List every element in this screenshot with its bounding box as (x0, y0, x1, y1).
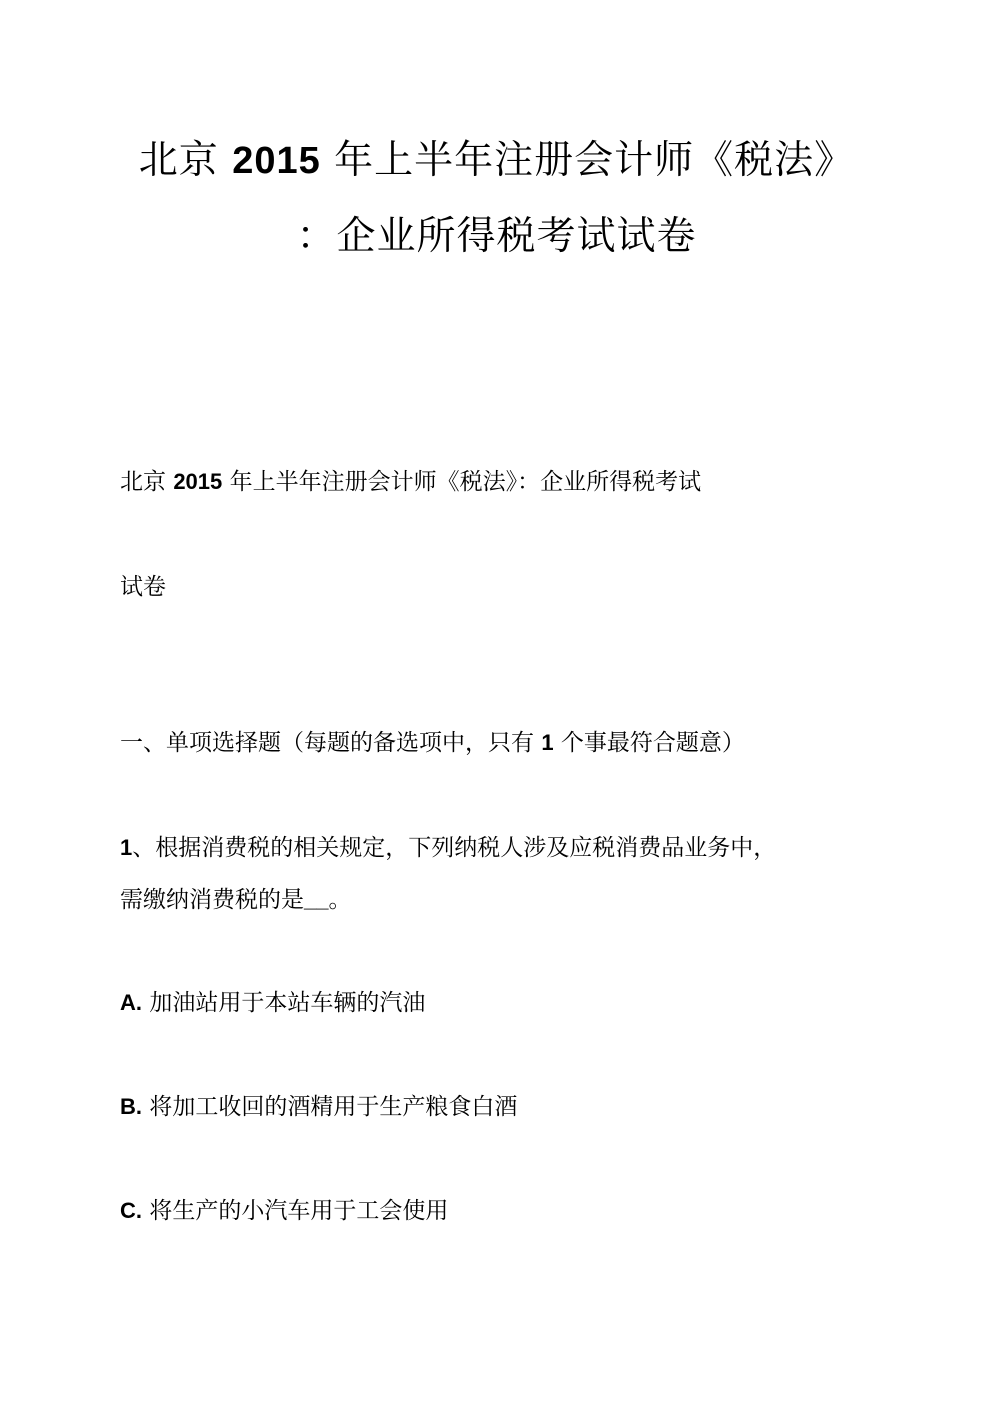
document-title-line-2: ：企业所得税考试试卷 (296, 214, 697, 259)
option-letter: B (120, 1094, 136, 1119)
question-end-mark: 。 (328, 887, 352, 913)
document-title-line-1 (0, 136, 993, 186)
option-letter: A (120, 990, 136, 1015)
option-letter: C (120, 1198, 136, 1223)
subtitle-suffix: 年上半年注册会计师《税法》：企业所得税考试 (229, 469, 702, 495)
title-year: 2015 (232, 140, 321, 182)
answer-option-b (120, 1091, 517, 1123)
section-heading (120, 727, 745, 759)
subtitle-year: 2015 (173, 469, 223, 494)
subtitle-line-2: 试卷 (120, 574, 166, 600)
option-text: 将加工收回的酒精用于生产粮食白酒 (149, 1094, 518, 1120)
option-text: 将生产的小汽车用于工会使用 (149, 1198, 449, 1224)
question-answer-blank: __ (304, 887, 329, 912)
question-stem-line-2 (120, 884, 351, 916)
option-separator: . (135, 1198, 143, 1223)
question-text-line-2: 需缴纳消费税的是 (120, 887, 304, 913)
section-heading-suffix: 个事最符合题意） (560, 730, 745, 756)
option-text: 加油站用于本站车辆的汽油 (149, 990, 426, 1016)
answer-option-a (120, 987, 425, 1019)
title-prefix: 北京 (138, 138, 219, 183)
section-heading-number: 1 (541, 730, 554, 755)
question-stem-line-1 (120, 832, 776, 864)
subtitle-prefix: 北京 (120, 469, 166, 495)
question-text-line-1: 、根据消费税的相关规定，下列纳税人涉及应税消费品业务中， (132, 835, 777, 861)
option-separator: . (135, 1094, 143, 1119)
option-separator: . (135, 990, 143, 1015)
subtitle-line-1 (120, 466, 701, 498)
question-number: 1 (120, 835, 133, 860)
title-suffix: 年上半年注册会计师《税法》 (334, 138, 855, 183)
section-heading-prefix: 一、单项选择题（每题的备选项中，只有 (120, 730, 534, 756)
answer-option-c (120, 1195, 448, 1227)
